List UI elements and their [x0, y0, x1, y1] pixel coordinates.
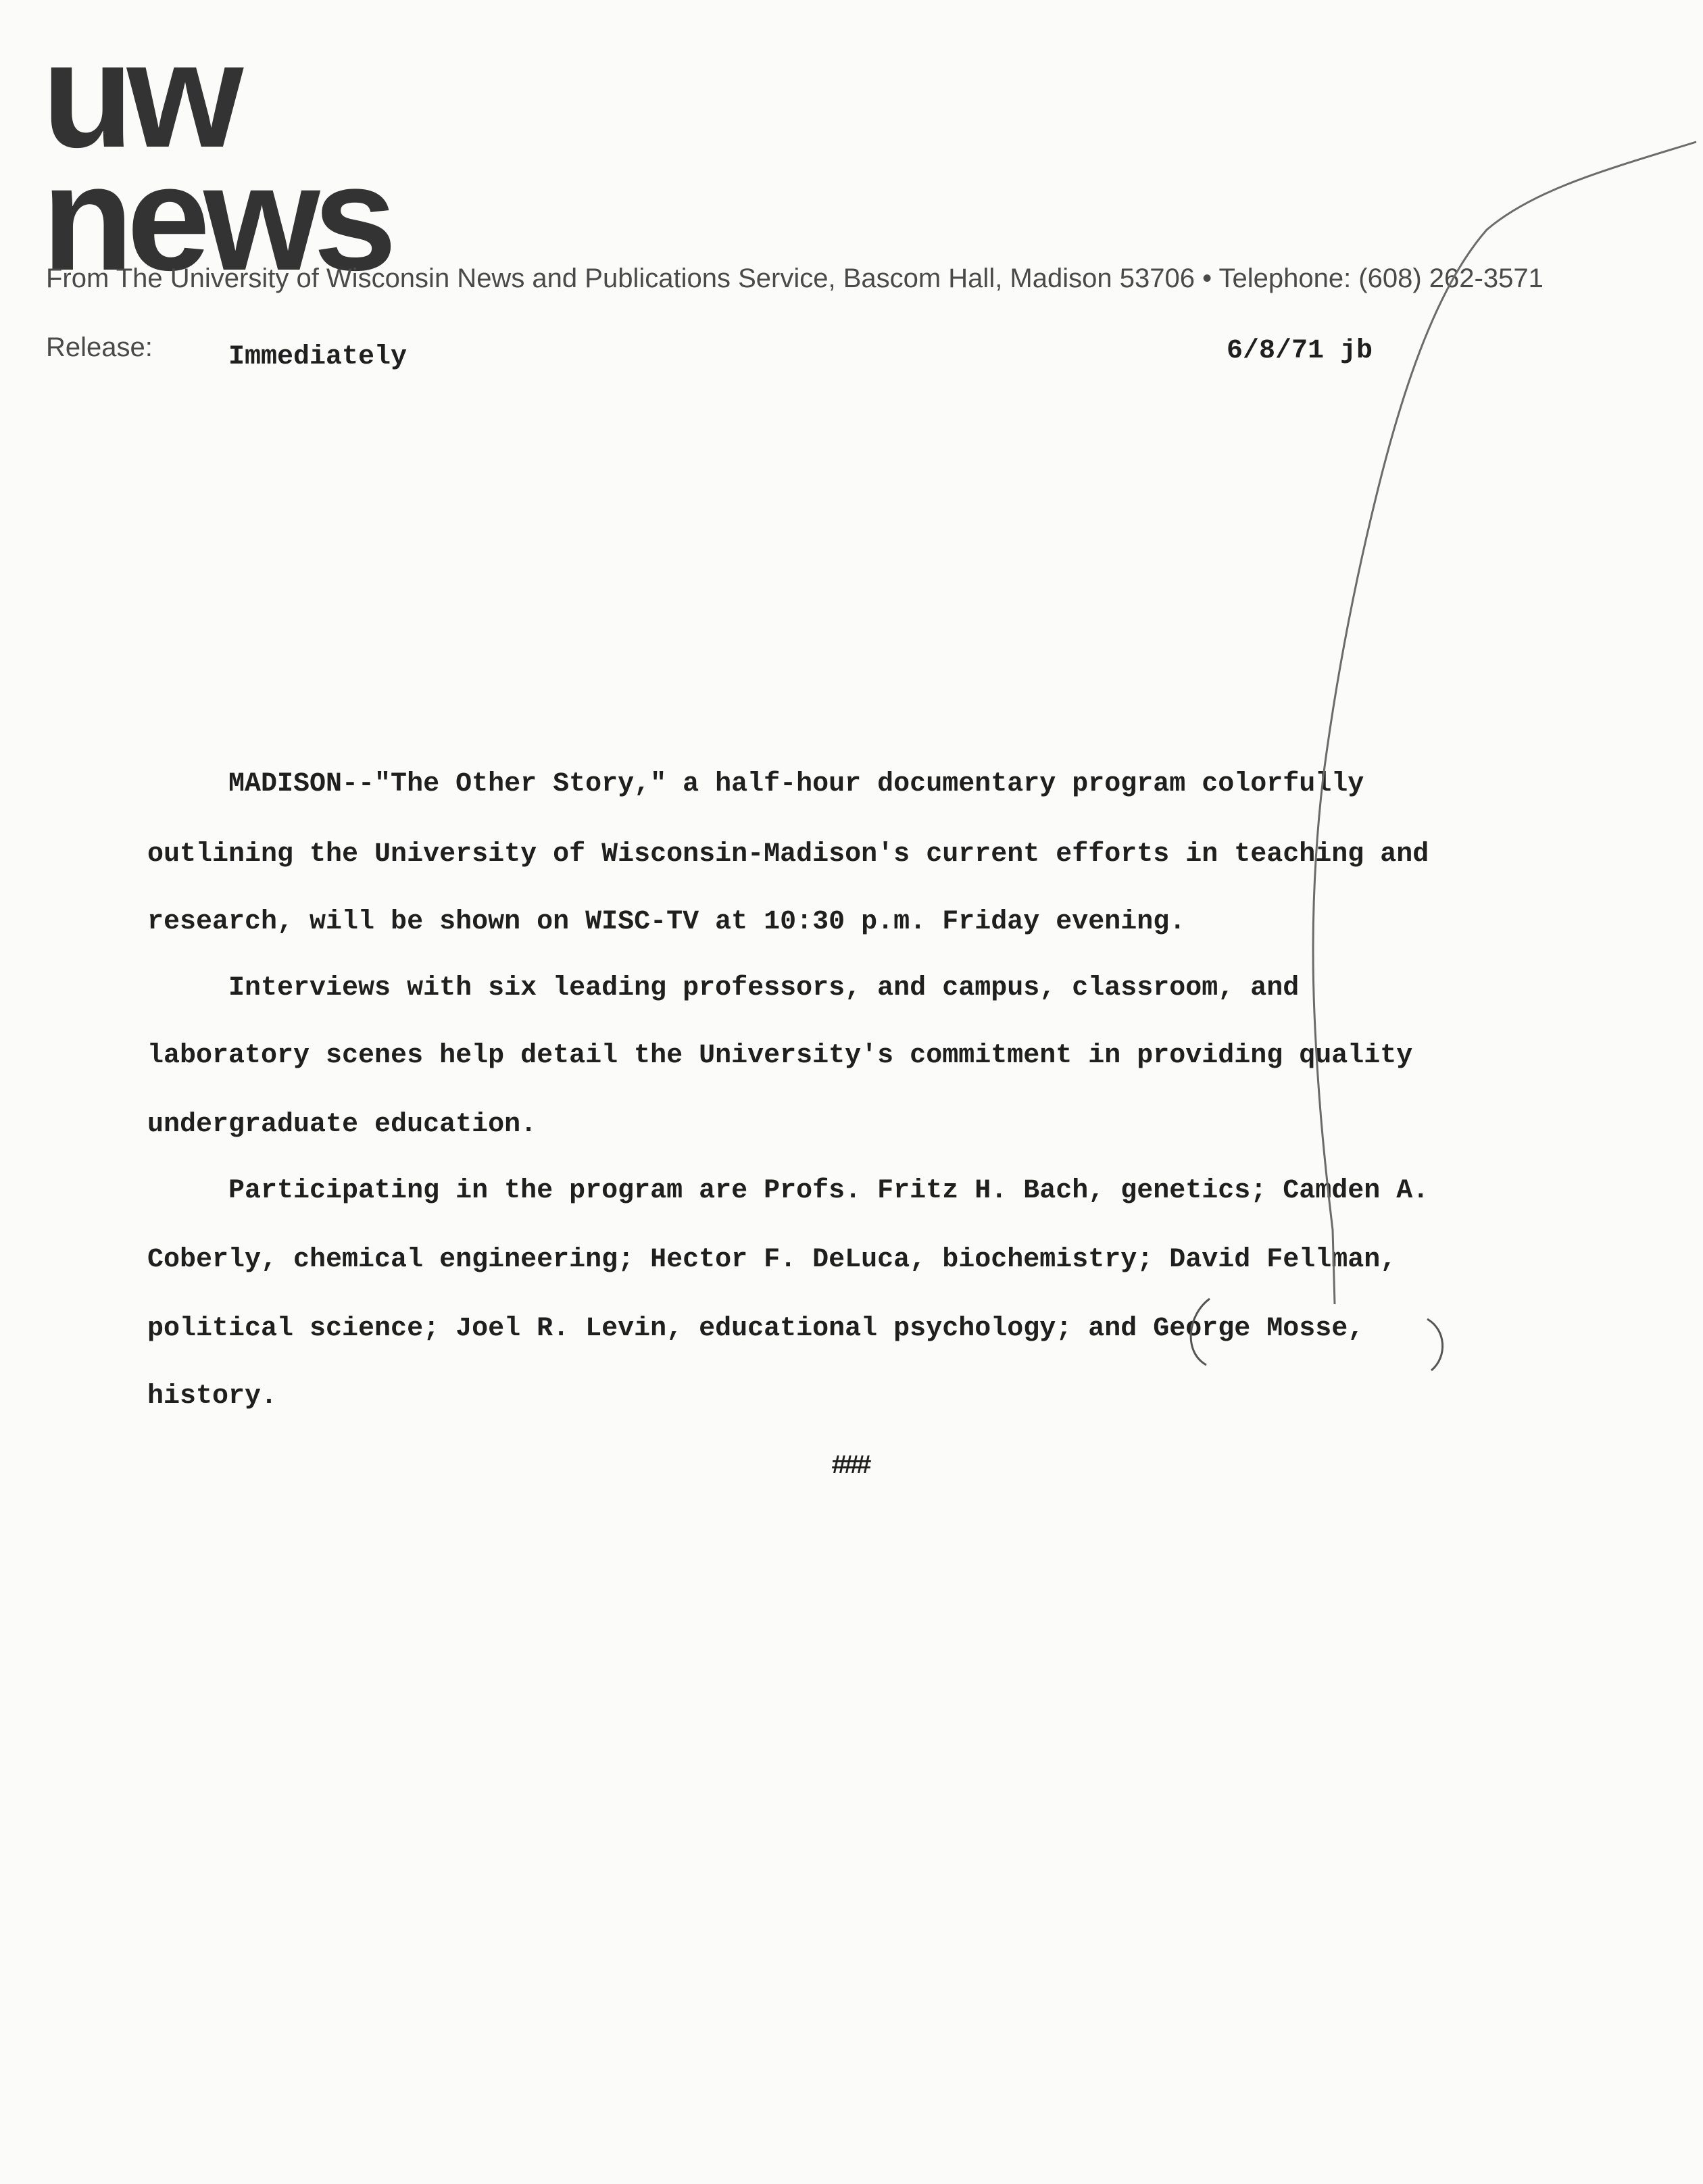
- body-line: undergraduate education.: [147, 1110, 537, 1140]
- body-line: Interviews with six leading professors, and campus, classroom, and: [147, 973, 1300, 1003]
- logo-line-news: news: [42, 134, 391, 303]
- uw-news-logo: [42, 11, 391, 303]
- body-line: MADISON--"The Other Story," a half-hour documentary program colorfully: [147, 769, 1364, 799]
- logo-line-uw: uw: [42, 11, 237, 179]
- body-line: history.: [147, 1381, 278, 1412]
- source-address-line: From The University of Wisconsin News and Publications Service, Bascom Hall, Madison 53706 • Telephone: (608) 262-3571: [46, 264, 1544, 293]
- body-line: Coberly, chemical engineering; Hector F. DeLuca, biochemistry; David Fellman,: [147, 1245, 1397, 1275]
- body-line: laboratory scenes help detail the University's commitment in providing quality: [147, 1041, 1413, 1071]
- pencil-margin-line: [1313, 142, 1696, 1304]
- release-date-initials: 6/8/71 jb: [1227, 336, 1373, 366]
- pencil-bracket-right: [1427, 1319, 1443, 1370]
- release-value: Immediately: [228, 342, 408, 372]
- body-line: Participating in the program are Profs. Fritz H. Bach, genetics; Camden A.: [147, 1176, 1429, 1206]
- release-label: Release:: [46, 332, 153, 362]
- end-mark: ###: [831, 1451, 868, 1482]
- body-line: research, will be shown on WISC-TV at 10:30 p.m. Friday evening.: [147, 907, 1186, 937]
- body-line: political science; Joel R. Levin, educational psychology; and George Mosse,: [147, 1314, 1364, 1344]
- body-line: outlining the University of Wisconsin-Madison's current efforts in teaching and: [147, 839, 1429, 870]
